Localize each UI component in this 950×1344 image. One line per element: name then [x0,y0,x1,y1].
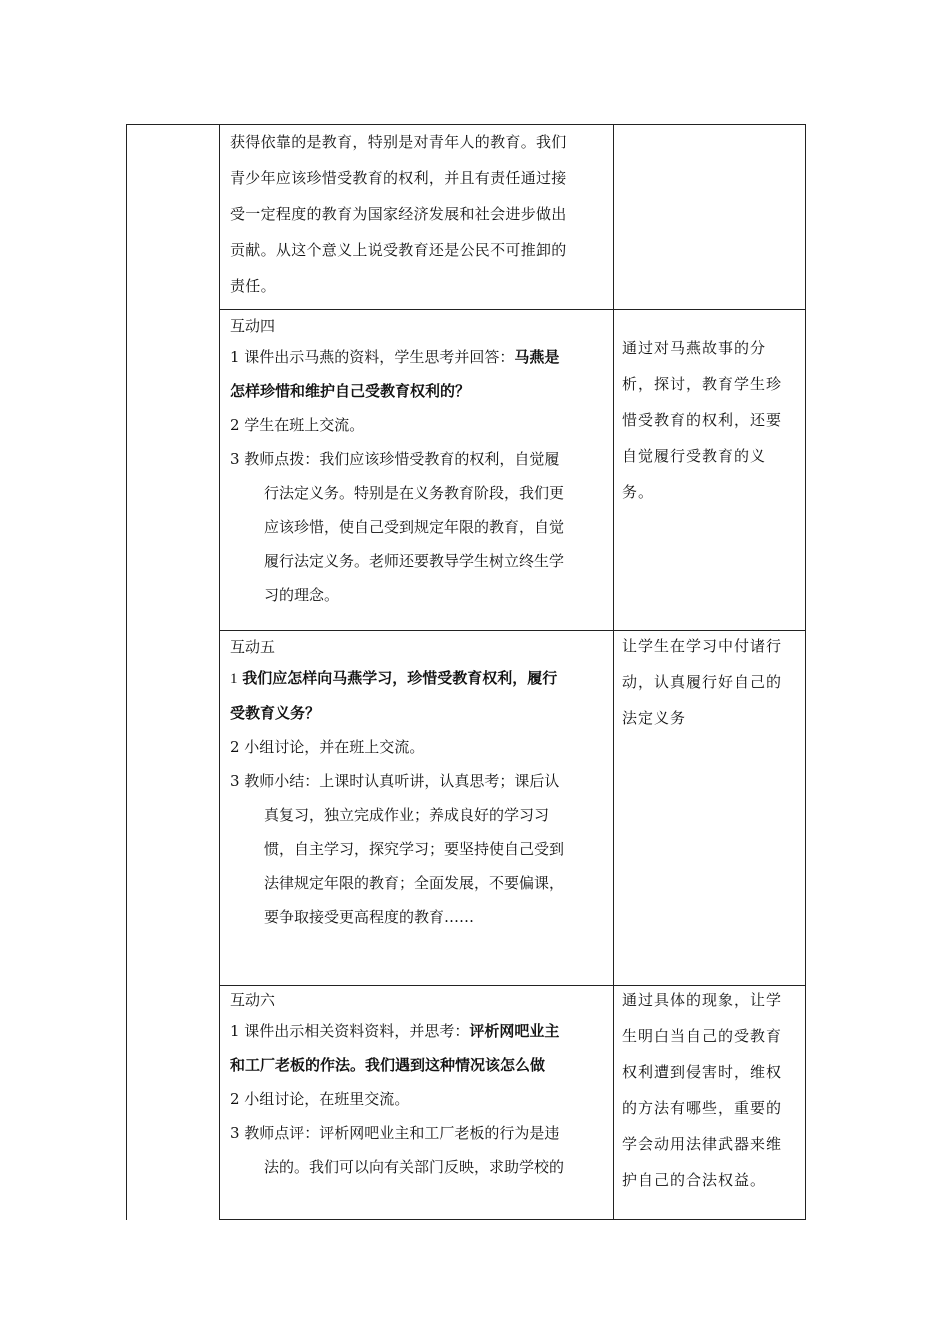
item-continued-line: 真复习，独立完成作业；养成良好的学习习 [264,806,550,824]
note-line: 生明白当自己的受教育 [622,1027,783,1045]
row-divider-1 [219,309,806,310]
section-item-3: 3 教师点拨：我们应该珍惜受教育的权利，自觉履 [230,450,560,468]
section-item-2: 2 小组讨论，并在班上交流。 [230,738,425,756]
section-interaction-6 [230,986,610,1184]
note-line: 让学生在学习中付诸行 [622,637,783,655]
section-item-2: 2 小组讨论，在班里交流。 [230,1090,410,1108]
item-continued-line: 要争取接受更高程度的教育…… [264,908,475,926]
item-question: 马燕是 [514,348,560,366]
note-line: 动，认真履行好自己的 [622,673,783,691]
section-interaction-5 [230,633,610,934]
table-right-border [805,124,806,1220]
intro-line: 受一定程度的教育为国家经济发展和社会进步做出 [230,205,567,223]
table-bottom-border [219,1219,806,1220]
item-question-continued: 受教育义务？ [230,704,321,722]
note-line: 护自己的合法权益。 [622,1171,767,1189]
section-interaction-4 [230,312,610,612]
item-continued-line: 惯，自主学习，探究学习；要坚持使自己受到 [264,840,565,858]
item-continued-line: 法律规定年限的教育；全面发展，不要偏课， [264,874,565,892]
intro-line: 责任。 [230,277,276,295]
section-title: 互动六 [230,991,276,1009]
note-line: 惜受教育的权利，还要 [622,411,783,429]
design-intent-note [622,628,798,736]
section-item-1 [230,661,610,696]
item-continued-line: 行法定义务。特别是在义务教育阶段，我们更 [264,484,565,502]
note-line: 法定义务 [622,709,687,727]
note-line: 权利遭到侵害时，维权 [622,1063,783,1081]
item-text: 1 课件出示相关资料资料，并思考： [230,1022,470,1040]
note-line: 通过具体的现象，让学 [622,991,783,1009]
section-item-3: 3 教师点评：评析网吧业主和工厂老板的行为是违 [230,1124,560,1142]
note-line: 析，探讨，教育学生珍 [622,375,783,393]
item-continued-line: 习的理念。 [264,586,340,604]
item-question-continued: 和工厂老板的作法。我们遇到这种情况该怎么做 [230,1056,546,1074]
item-question-continued: 怎样珍惜和维护自己受教育权利的？ [230,382,471,400]
section-title: 互动五 [230,638,276,656]
note-line: 通过对马燕故事的分 [622,339,767,357]
item-question: 评析网吧业主 [469,1022,560,1040]
section-item-1 [230,1014,610,1048]
table-left-border [126,124,127,1220]
design-intent-note [622,982,798,1198]
design-intent-note [622,330,798,510]
intro-paragraph [230,124,610,304]
intro-line: 青少年应该珍惜受教育的权利，并且有责任通过接 [230,169,567,187]
note-line: 的方法有哪些，重要的 [622,1099,783,1117]
item-number: 1 [230,671,238,687]
item-question: 我们应怎样向马燕学习，珍惜受教育权利，履行 [242,669,558,687]
item-continued-line: 法的。我们可以向有关部门反映，求助学校的 [264,1158,565,1176]
column-divider-2 [613,124,614,1220]
section-item-1 [230,340,610,374]
item-continued-line: 履行法定义务。老师还要教导学生树立终生学 [264,552,565,570]
note-line: 自觉履行受教育的义 [622,447,767,465]
section-item-2: 2 学生在班上交流。 [230,416,365,434]
note-line: 务。 [622,483,655,501]
intro-line: 获得依靠的是教育，特别是对青年人的教育。我们 [230,133,567,151]
item-text: 1 课件出示马燕的资料，学生思考并回答： [230,348,515,366]
intro-line: 贡献。从这个意义上说受教育还是公民不可推卸的 [230,241,567,259]
section-item-3: 3 教师小结：上课时认真听讲，认真思考；课后认 [230,772,560,790]
note-line: 学会动用法律武器来维 [622,1135,783,1153]
item-continued-line: 应该珍惜，使自己受到规定年限的教育，自觉 [264,518,565,536]
column-divider-1 [219,124,220,1220]
section-title: 互动四 [230,317,276,335]
